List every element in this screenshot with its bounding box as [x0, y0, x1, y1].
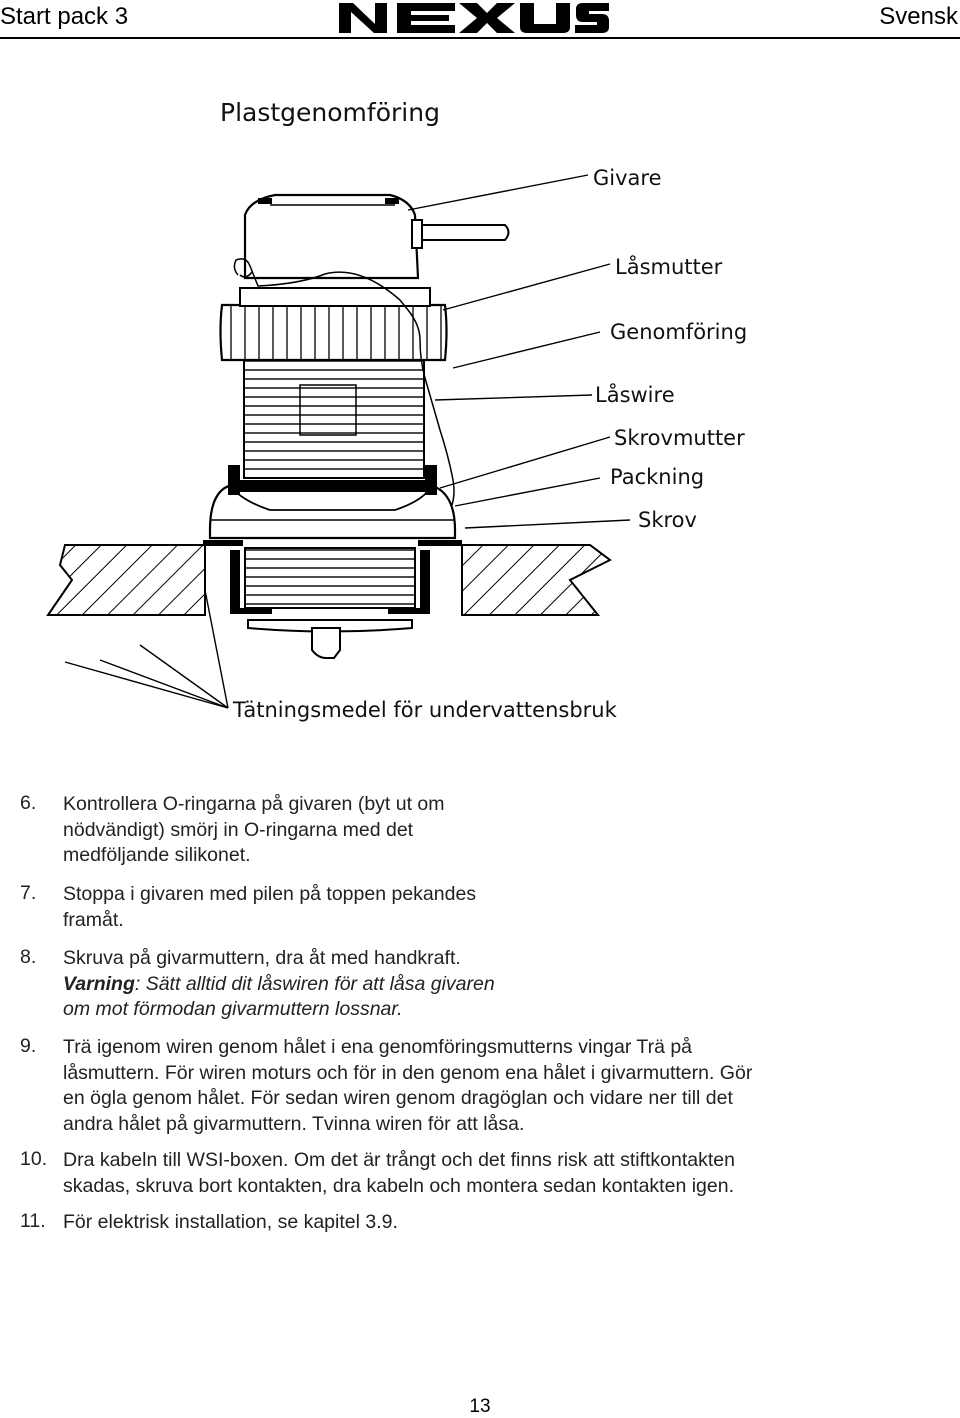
label-tatningsmedel: Tätningsmedel för undervattensbruk: [233, 698, 617, 722]
step-line: Dra kabeln till WSI-boxen. Om det är trångt och det finns risk att stiftkontakten: [63, 1149, 735, 1171]
step-line: låsmuttern. För wiren moturs och för in den genom ena hålet i givarmuttern. Gör: [63, 1061, 753, 1084]
step-line: Stoppa i givaren med pilen på toppen pekandes: [63, 883, 477, 905]
step-line: medföljande silikonet.: [63, 844, 251, 866]
transducer-drawing: [0, 60, 960, 760]
warning-label: Varning: [63, 972, 135, 995]
step-line: skadas, skruva bort kontakten, dra kabeln och montera sedan kontakten igen.: [63, 1174, 734, 1197]
page-header: [0, 0, 960, 40]
nexus-logo: [337, 0, 609, 36]
step-line: För elektrisk installation, se kapitel 3.9.: [63, 1211, 398, 1233]
label-givare: Givare: [593, 166, 662, 190]
step-number: 10.: [20, 1148, 48, 1170]
warning-line: om mot förmodan givarmuttern lossnar.: [63, 998, 403, 1020]
transducer-diagram: [0, 60, 960, 760]
step-number: 6.: [20, 792, 37, 814]
label-packning: Packning: [610, 465, 705, 489]
label-skrovmutter: Skrovmutter: [614, 426, 745, 450]
step-line: Kontrollera O-ringarna på givaren (byt ut om: [63, 793, 445, 815]
step-number: 11.: [20, 1210, 46, 1232]
header-language: Svensk: [879, 3, 958, 30]
step-line: Skruva på givarmuttern, dra åt med handkraft.: [63, 947, 461, 969]
header-left-title: Start pack 3: [0, 3, 129, 30]
step-line: framåt.: [63, 908, 124, 931]
step-line: Trä igenom wiren genom hålet i ena genomföringsmutterns vingar Trä på: [63, 1036, 693, 1058]
step-number: 8.: [20, 946, 37, 968]
label-skrov: Skrov: [638, 508, 697, 532]
header-rule: [0, 37, 960, 39]
diagram-title: Plastgenomföring: [220, 98, 440, 127]
label-laswire: Låswire: [595, 383, 675, 407]
label-genomforing: Genomföring: [610, 320, 748, 344]
step-number: 9.: [20, 1035, 37, 1057]
step-line: nödvändigt) smörj in O-ringarna med det: [63, 818, 414, 841]
warning-text: : Sätt alltid dit låswiren för att låsa givaren: [134, 972, 495, 995]
step-line: en ögla genom hålet. För sedan wiren genom dragöglan och vidare ner till det: [63, 1087, 733, 1109]
step-line: andra hålet på givarmuttern. Tvinna wiren för att låsa.: [63, 1112, 525, 1135]
label-lasmutter: Låsmutter: [615, 255, 723, 279]
step-number: 7.: [20, 882, 37, 904]
warning-line: [63, 972, 495, 998]
page-number: 13: [469, 1396, 491, 1417]
